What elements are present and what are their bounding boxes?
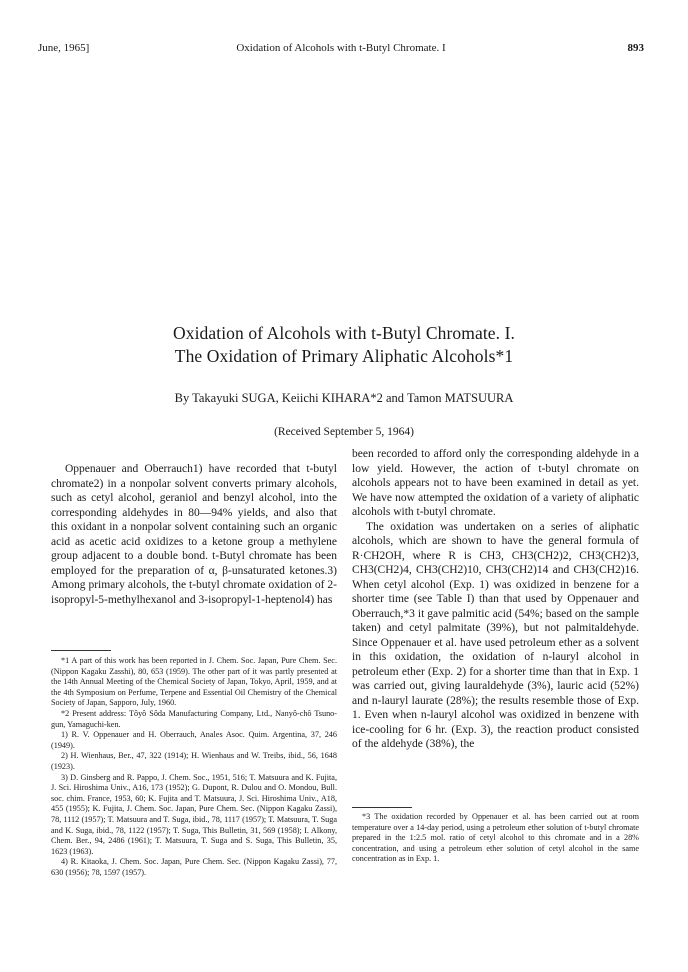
footnote-2: *2 Present address: Tôyô Sôda Manufacturing Company, Ltd., Nanyô-chô Tsuno-gun, Yamaguchi-ken. [51,708,337,729]
footnote-3: *3 The oxidation recorded by Oppenauer et al. has been carried out at room temperature over a 14-day period, using a petroleum ether solution of t-butyl chromate prepared in the 1:2.5 mol. ratio of cetyl alcohol to this chromate and in a 28% concentration, and using a petroleum ether solution of cetyl alcohol in the same concentration as in Exp. 1. [352,812,639,864]
issue-date: June, 1965] [38,42,90,54]
left-footnotes [51,656,337,878]
received-date: (Received September 5, 1964) [274,426,414,438]
oxidation-paragraph: The oxidation was undertaken on a series of aliphatic alcohols, which are shown to have the general formula of R·CH2OH, where R is CH3, CH3(CH2)2, CH3(CH2)3, CH3(CH2)4, CH3(CH2)10, CH3(CH2)14 and CH3(CH2)16. When cetyl alcohol (Exp. 1) was oxidized in benzene for a shorter time (see Table I) than that used by Oppenauer and Oberrauch,*3 it gave palmitic acid (54%; based on the sample taken) and cetyl palmitate (39%), but not palmitaldehyde. Since Oppenauer et al. have used petroleum ether as a solvent in this oxidation, the oxidation of n-lauryl alcohol in petroleum ether (Exp. 2) for a shorter time than that in Exp. 1 was carried out, giving lauraldehyde (3%), lauric acid (52%) and n-lauryl laurate (28%); the results resemble those of Exp. 1. Even when n-lauryl alcohol was oxidized in benzene with ice-cooling for 6 hr. (Exp. 3), the reaction product consisted of the aldehyde (38%), the [352,520,639,750]
title-line-2: The Oxidation of Primary Aliphatic Alcohols*1 [174,346,514,366]
reference-4: 4) R. Kitaoka, J. Chem. Soc. Japan, Pure Chem. Sec. (Nippon Kagaku Zassi), 77, 630 (1956); 78, 1597 (1957). [51,857,337,877]
reference-3: 3) D. Ginsberg and R. Pappo, J. Chem. Soc., 1951, 516; T. Matsuura and K. Fujita, J. Sci. Hiroshima Univ., A16, 173 (1952); G. Dupont, R. Dulou and O. Mondou, Bull. soc. chim. France, 1953, 60; K. Fujita and T. Matsuura, J. Sci. Hiroshima Univ., A18, 455 (1955); K. Fujita, J. Chem. Soc. Japan, Pure Chem. Sec. (Nippon Kagaku Zassi), 78, 1112 (1957); T. Matsuura and T. Suga, ibid., 78, 1117 (1957); T. Matsuura, T. Suga and K. Suga, ibid., 78, 1122 (1957); T. Suga, This Bulletin, 31, 569 (1958); I. Alkony, Chem. Ber., 94, 2486 (1961); T. Matsuura, T. Suga and S. Suga, This Bulletin, 35, 1623 (1963). [51,772,337,856]
footnote-divider-left [51,650,111,651]
right-column [352,447,639,752]
footnote-1: *1 A part of this work has been reported in J. Chem. Soc. Japan, Pure Chem. Sec. (Nippon Kagaku Zasshi), 80, 653 (1959). The other part of it was partly presented at the 14th Annual Meeting of the Chemical Society of Japan, Tokyo, April, 1959, and at the 4th Symposium on Perfume, Terpene and Essential Oil Chemistry of the Chemical Society of Japan, Sapporo, July, 1960. [51,656,337,708]
reference-1: 1) R. V. Oppenauer and H. Oberrauch, Anales Asoc. Quim. Argentina, 37, 246 (1949). [51,730,337,750]
running-head [38,40,644,56]
page-number: 893 [627,42,644,54]
left-column [51,462,337,607]
reference-2: 2) H. Wienhaus, Ber., 47, 322 (1914); H. Wienhaus and W. Treibs, ibid., 56, 1648 (1923). [51,751,337,771]
right-footnotes [352,812,639,865]
author-line: By Takayuki SUGA, Keiichi KIHARA*2 and Tamon MATSUURA [174,391,514,405]
article-title [40,322,648,368]
running-title: Oxidation of Alcohols with t-Butyl Chromate. I [236,42,446,54]
continued-paragraph: been recorded to afford only the corresponding aldehyde in a low yield. However, the action of t-butyl chromate on alcohols appears not to have been examined in detail as yet. We have now attempted the oxidation of a variety of aliphatic alcohols with t-butyl chromate. [352,448,639,518]
intro-paragraph: Oppenauer and Oberrauch1) have recorded that t-butyl chromate2) in a nonpolar solvent converts primary alcohols, such as cetyl alcohol, geraniol and benzyl alcohol, into the corresponding aldehydes in 80—94% yields, and also that this oxidant in a nonpolar solvent containing such an organic acid as acetic acid oxidizes to a ketone group a methylene group adjacent to a double bond. t-Butyl chromate has been employed for the preparation of α, β-unsaturated ketones.3) Among primary alcohols, the t-butyl chromate oxidation of 2-isopropyl-5-methylhexanol and 3-isopropyl-1-heptenol4) has [51,463,337,606]
footnote-divider-right [352,807,412,808]
title-line-1: Oxidation of Alcohols with t-Butyl Chromate. I. [172,323,516,343]
